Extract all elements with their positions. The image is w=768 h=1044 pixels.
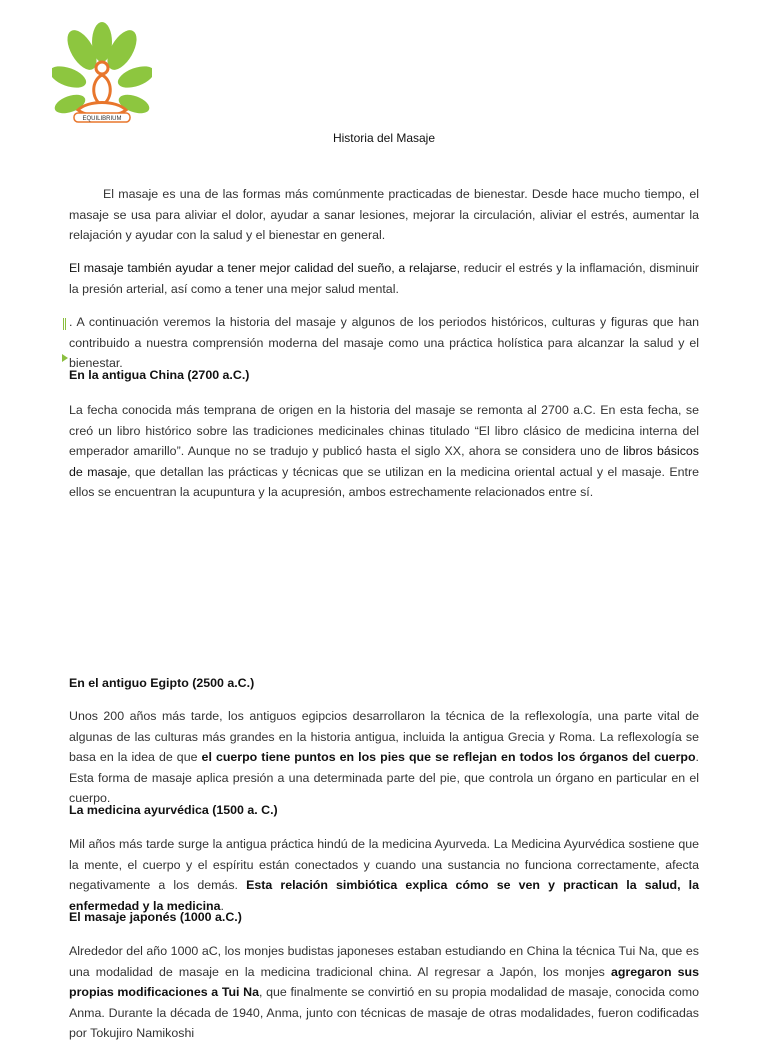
massage-books-link[interactable]: libros básicos de masaje <box>69 444 699 479</box>
ayurveda-heading: La medicina ayurvédica (1500 a. C.) <box>69 803 278 817</box>
ayurveda-bold-text: Esta relación simbiótica explica cómo se ven y practican la salud, la enfermedad y la medicina <box>69 878 699 913</box>
japan-text-2: , que finalmente se convirtió en su propia modalidad de masaje, conocida como Anma. Durante la década de 1940, Anma, junto con técnicas de masaje de otras modalidades, fueron codificadas por Tokujiro Namikoshi <box>69 985 699 1040</box>
document-title: Historia del Masaje <box>332 131 436 145</box>
meditation-figure-icon <box>78 62 126 116</box>
japan-heading: El masaje japonés (1000 a.C.) <box>69 910 242 924</box>
japan-text-1: Alrededor del año 1000 aC, los monjes budistas japoneses estaban estudiando en China la técnica Tui Na, que es una modalidad de masaje en la medicina tradicional china. Al regresar a Japón, los monjes <box>69 944 699 979</box>
china-text-2: , que detallan las prácticas y técnicas que se utilizan en la medicina oriental actual y el masaje. Entre ellos se encuentran la acupuntura y la acupresión, ambos estrechamente relacionados entre sí. <box>69 464 699 499</box>
china-text-1: La fecha conocida más temprana de origen en la historia del masaje se remonta al 2700 a.C. En esta fecha, se creó un libro histórico sobre las tradiciones medicinales chinas titulado “El libro clásico de medicina interna del emperador amarillo”. Aunque no se tradujo y publicó hasta el siglo XX, ahora se considera uno de <box>69 403 699 458</box>
ayurveda-paragraph <box>69 834 699 916</box>
ayurveda-text-2: . <box>220 898 224 913</box>
intro-paragraph-3: . A continuación veremos la historia del masaje y algunos de los periodos históricos, culturas y figuras que han contribuido a nuestra comprensión moderna del masaje como una práctica holística para alcanzar la salud y el bienestar. <box>69 315 699 370</box>
intro-paragraph-2-rest: , reducir el estrés y la inflamación, disminuir la presión arterial, así como a tener una mejor salud mental. <box>69 261 699 296</box>
sleep-quality-link[interactable]: El masaje también ayudar a tener mejor calidad del sueño, a relajarse <box>69 261 457 275</box>
margin-marker-icon <box>63 318 66 330</box>
japan-bold-text: agregaron sus propias modificaciones a Tui Na <box>69 964 699 999</box>
egypt-paragraph <box>69 706 699 809</box>
margin-arrow-icon <box>62 354 68 362</box>
egypt-text-2: . Esta forma de masaje aplica presión a una determinada parte del pie, que controla un órgano en particular en el cuerpo. <box>69 750 699 805</box>
equilibrium-logo <box>52 22 152 130</box>
intro-paragraph-2 <box>69 258 699 299</box>
egypt-heading: En el antiguo Egipto (2500 a.C.) <box>69 676 255 690</box>
china-heading: En la antigua China (2700 a.C.) <box>69 368 250 382</box>
intro-paragraph-1: El masaje es una de las formas más comúnmente practicadas de bienestar. Desde hace mucho tiempo, el masaje se usa para aliviar el dolor, ayudar a sanar lesiones, mejorar la circulación, aliviar el estrés, aumentar la relajación y ayudar con la salud y el bienestar en general. <box>69 187 699 242</box>
japan-paragraph <box>69 941 699 1044</box>
egypt-text-1: Unos 200 años más tarde, los antiguos egipcios desarrollaron la técnica de la reflexología, una parte vital de algunas de las culturas más grandes en la historia antigua, incluida la antigua Grecia y Roma. La reflexología se basa en la idea de que <box>69 709 699 764</box>
logo-text: EQUILIBRIUM <box>82 116 122 122</box>
egypt-bold-text: el cuerpo tiene puntos en los pies que se reflejan en todos los órganos del cuerpo <box>201 750 696 764</box>
ayurveda-text-1: Mil años más tarde surge la antigua práctica hindú de la medicina Ayurveda. La Medicina Ayurvédica sostiene que la mente, el cuerpo y el espíritu están conectados y cuando una sustancia no funciona correctamente, afecta negativamente a los demás. <box>69 837 699 892</box>
china-paragraph <box>69 400 699 503</box>
